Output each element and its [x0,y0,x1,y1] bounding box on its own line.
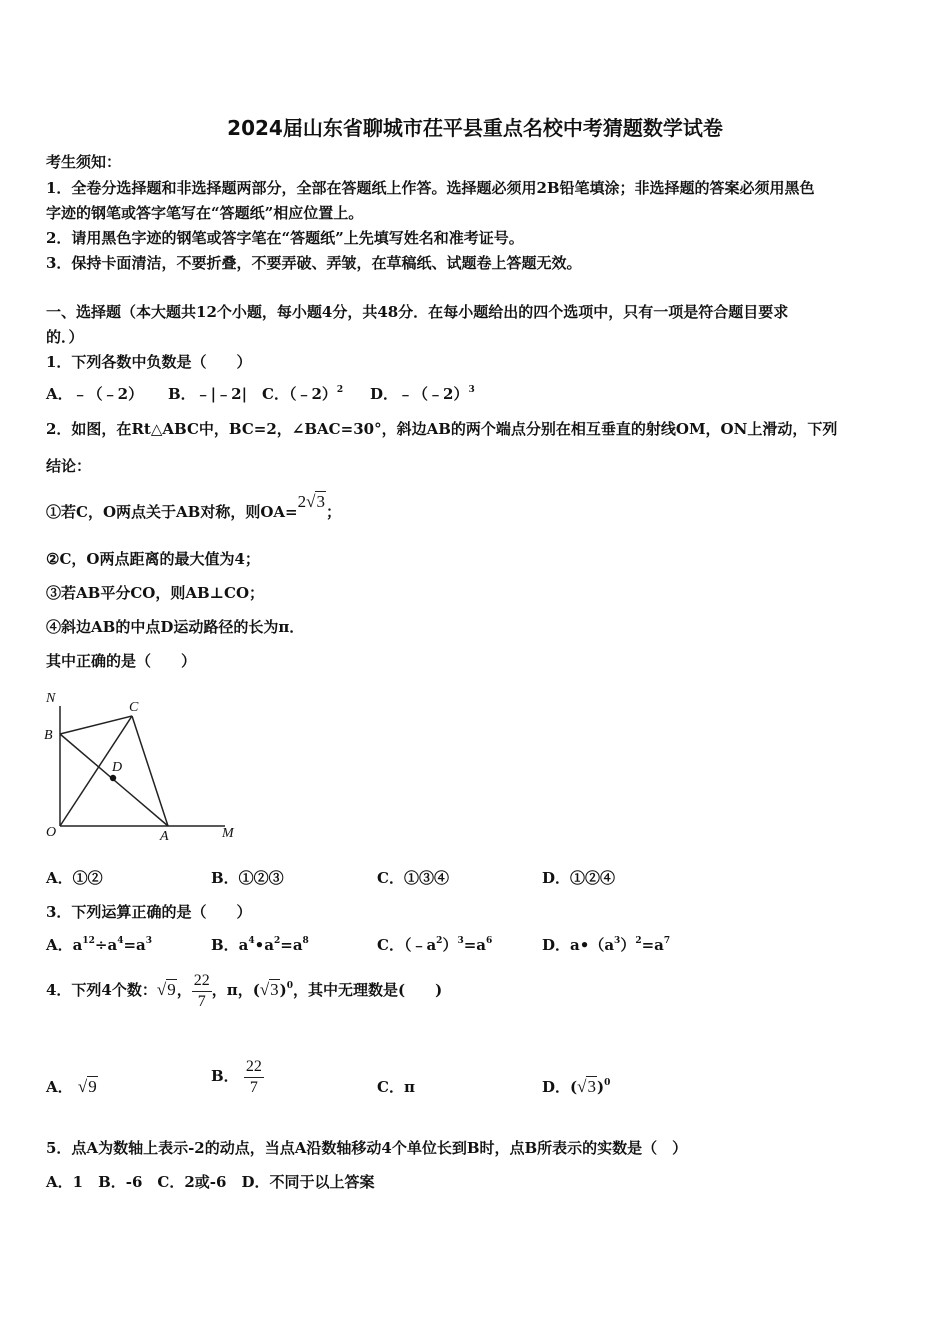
q2-ask: 其中正确的是（ ） [46,652,197,670]
q2-stem-line-1: 2．如图，在Rt△ABC中，BC=2，∠BAC=30°，斜边AB的两个端点分别在相互垂直的射线OM，ON上滑动，下列 [46,420,838,438]
label-a: A [160,829,169,844]
q4-stem: 4．下列4个数：√9， $\frac{22}{7}$ ，π，$(√3)^0$，其中无理数是( ) [46,971,443,1010]
q2-stem-line-2: 结论： [46,457,92,475]
q2-statement-3: ③若AB平分CO，则AB⊥CO； [46,584,265,602]
q1-option-a: A．﹣（﹣2） [46,385,144,403]
label-m: M [222,826,234,841]
section-heading-line-2: 的．） [46,328,84,346]
label-n: N [46,691,56,706]
q3-stem: 3．下列运算正确的是（ ） [46,903,252,921]
q4-option-b: B． $\frac{22}{7}$ [211,1057,262,1096]
point-d [110,775,116,781]
q5-options: A．1 B．-6 C．2或-6 D．不同于以上答案 [46,1173,375,1191]
q1-stem: 1．下列各数中负数是（ ） [46,353,252,371]
q1-option-d: D．﹣（﹣2）$^3$ [370,385,475,403]
q4-fraction: $\frac{22}{7}$ [193,971,210,1010]
segment-ca [132,716,168,826]
q2-statement-1: ①若C，O两点关于AB对称，则OA=2√3； [46,492,341,521]
q2-option-a: A．①② [46,869,103,887]
q2-option-d: D．①②④ [542,869,616,887]
q2-geometry-figure [40,688,245,848]
q3-option-b: B．$a^4•a^2=a^8$ [211,936,309,954]
label-c: C [129,700,139,715]
q3-option-d: D．$a•(a^3)^2=a^7$ [542,936,671,954]
q1-option-b: B．﹣|﹣2| [168,385,248,403]
q5-stem: 5．点A为数轴上表示-2的动点，当点A沿数轴移动4个单位长到B时，点B所表示的实数是（ ） [46,1139,688,1157]
notice-heading: 考生须知： [46,153,122,171]
q1-option-c: C．（﹣2）$^2$ [262,385,344,403]
q2-statement-2: ②C，O两点距离的最大值为4； [46,550,260,568]
q2-statement-4: ④斜边AB的中点D运动路径的长为π． [46,618,305,636]
q2-option-b: B．①②③ [211,869,284,887]
q4-option-c: C．π [377,1078,415,1096]
notice-line-1b: 字迹的钢笔或答字笔写在“答题纸”相应位置上。 [46,204,364,222]
notice-line-3: 3．保持卡面清洁，不要折叠，不要弄破、弄皱，在草稿纸、试题卷上答题无效。 [46,254,582,272]
q4-option-a: A． √9 [46,1077,97,1096]
notice-line-2: 2．请用黑色字迹的钢笔或答字笔在“答题纸”上先填写姓名和准考证号。 [46,229,524,247]
section-heading-line-1: 一、选择题（本大题共12个小题，每小题4分，共48分．在每小题给出的四个选项中，只有一项是符合题目要求 [46,303,789,321]
notice-line-1a: 1．全卷分选择题和非选择题两部分，全部在答题纸上作答。选择题必须用2B铅笔填涂；非选择题的答案必须用黑色 [46,179,815,197]
label-o: O [46,825,57,840]
label-b: B [44,728,53,743]
label-d: D [112,760,123,775]
q4-option-d: D．$(√3)^0$ [542,1077,611,1096]
q3-option-a: A．$a^{12}\div a^4=a^3$ [46,936,153,954]
page-title: 2024届山东省聊城市茌平县重点名校中考猜题数学试卷 [227,116,723,140]
q2-option-c: C．①③④ [377,869,449,887]
q3-option-c: C．$(﹣a^2)^3=a^6$ [377,936,493,954]
